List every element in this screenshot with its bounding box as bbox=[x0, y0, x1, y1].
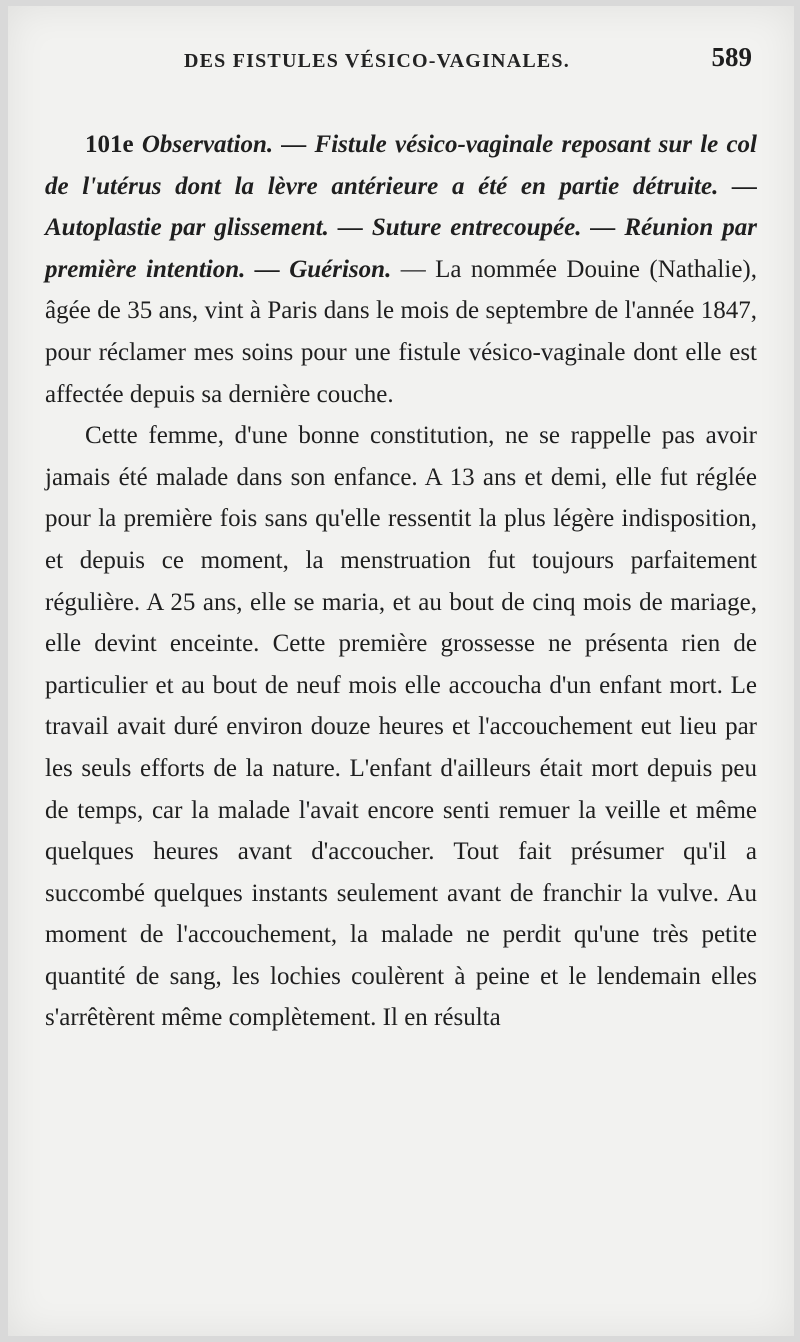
book-page bbox=[8, 6, 794, 1336]
body-text bbox=[45, 124, 757, 1039]
page-number: 589 bbox=[711, 42, 752, 72]
running-title: DES FISTULES VÉSICO-VAGINALES. bbox=[184, 50, 570, 72]
observation-intro: — La nommée Douine (Nathalie), âgée de 35 ans, vint à Paris dans le mois de septembre de l'année 1847, pour réclamer mes soins pour une fistule vésico-vaginale dont elle est affectée depuis sa dernière couche. bbox=[45, 255, 757, 408]
observation-number: 101e bbox=[85, 131, 134, 158]
observation-heading: Observation. — Fistule vésico-vaginale reposant sur le col de l'utérus dont la lèvre antérieure a été en partie détruite. — Autoplastie par glissement. — Suture entrecoupée. — Réunion par première intention. — Guérison. bbox=[45, 131, 758, 283]
page-header bbox=[8, 40, 794, 80]
body-paragraph: Cette femme, d'une bonne constitution, ne se rappelle pas avoir jamais été malade dans son enfance. A 13 ans et demi, elle fut réglée pour la première fois sans qu'elle ressentit la plus légère indisposition, et depuis ce moment, la menstruation fut toujours parfaitement régulière. A 25 ans, elle se maria, et au bout de cinq mois de mariage, elle devint enceinte. Cette première grossesse ne présenta rien de particulier et au bout de neuf mois elle accoucha d'un enfant mort. Le travail avait duré environ douze heures et l'accouchement eut lieu par les seuls efforts de la nature. L'enfant d'ailleurs était mort depuis peu de temps, car la malade l'avait encore senti remuer la veille et même quelques heures avant d'accoucher. Tout fait présumer qu'il a succombé quelques instants seulement avant de franchir la vulve. Au moment de l'accouchement, la malade ne perdit qu'une très petite quantité de sang, les lochies coulèrent à peine et le lendemain elles s'arrêtèrent même complètement. Il en résulta bbox=[45, 422, 757, 1032]
observation-paragraph bbox=[45, 124, 757, 415]
